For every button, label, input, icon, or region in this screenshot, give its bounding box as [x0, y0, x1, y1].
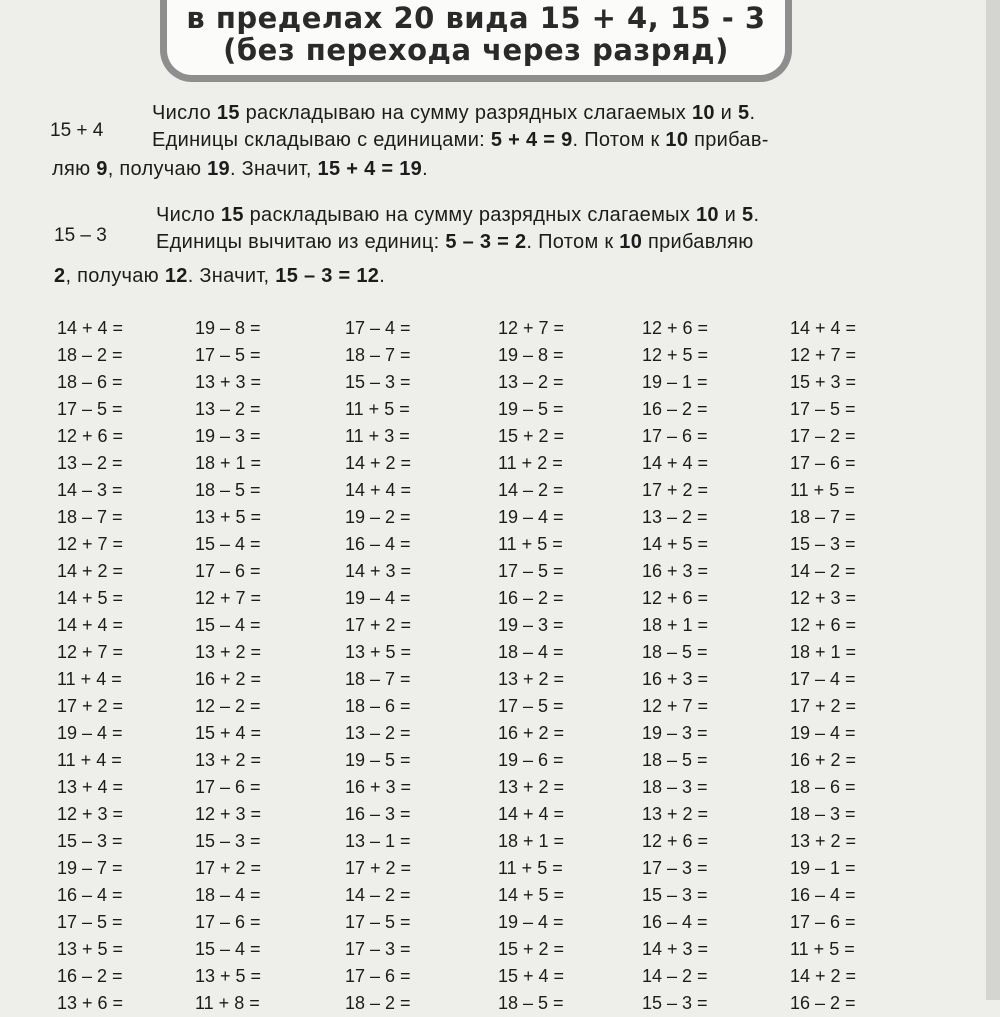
exercise: 14 + 3 = [345, 561, 412, 581]
exercise: 14 – 2 = [498, 480, 564, 500]
exercise-column-4 [498, 315, 564, 1017]
exercise: 12 + 3 = [790, 588, 857, 608]
exercise: 14 – 2 = [345, 885, 411, 905]
exercise: 18 – 6 = [57, 372, 123, 392]
exercise: 17 – 6 = [195, 561, 261, 581]
rule-sub-label: 15 – 3 [54, 225, 107, 246]
exercise: 14 + 3 = [642, 939, 709, 959]
exercise: 18 – 5 = [195, 480, 261, 500]
exercise-column-5 [642, 315, 708, 1017]
exercise: 19 – 1 = [642, 372, 708, 392]
exercise: 16 + 2 = [498, 723, 565, 743]
exercise: 12 + 6 = [642, 831, 709, 851]
exercise: 13 + 5 = [195, 966, 262, 986]
exercise: 18 – 6 = [790, 777, 856, 797]
exercise: 19 – 5 = [345, 750, 411, 770]
title-box [160, 0, 792, 82]
exercise: 17 – 5 = [790, 399, 856, 419]
exercise: 18 + 1 = [790, 642, 857, 662]
exercise: 13 + 3 = [195, 372, 262, 392]
exercise: 17 + 2 = [642, 480, 709, 500]
exercise: 12 + 7 = [642, 696, 709, 716]
exercise: 15 – 3 = [790, 534, 856, 554]
exercise: 18 – 3 = [790, 804, 856, 824]
exercise: 12 + 7 = [195, 588, 262, 608]
rule-add-line-1: Число 15 раскладываю на сумму разрядных слагаемых 10 и 5. [152, 102, 756, 124]
exercise: 18 – 3 = [642, 777, 708, 797]
exercise: 17 – 2 = [790, 426, 856, 446]
exercise: 16 + 3 = [642, 561, 709, 581]
exercise: 13 – 2 = [642, 507, 708, 527]
page-subtitle: (без перехода через разряд) [223, 33, 729, 67]
rule-sub-line-2: Единицы вычитаю из единиц: 5 – 3 = 2. Потом к 10 прибавляю [156, 231, 754, 253]
exercise: 15 + 4 = [498, 966, 565, 986]
exercise: 15 – 3 = [642, 885, 708, 905]
exercise: 19 – 4 = [345, 588, 411, 608]
exercise: 13 + 5 = [345, 642, 412, 662]
exercise: 18 – 2 = [57, 345, 123, 365]
exercise: 13 + 2 = [790, 831, 857, 851]
exercise: 13 + 6 = [57, 993, 124, 1013]
exercise: 17 – 5 = [345, 912, 411, 932]
exercise: 13 + 2 = [195, 750, 262, 770]
exercise: 17 – 3 = [345, 939, 411, 959]
exercise: 12 + 3 = [195, 804, 262, 824]
exercise: 17 – 5 = [57, 399, 123, 419]
exercise: 16 – 4 = [642, 912, 708, 932]
exercise: 11 + 5 = [790, 480, 855, 500]
exercise: 12 + 7 = [790, 345, 857, 365]
rule-add-label: 15 + 4 [50, 120, 104, 141]
exercise: 17 – 6 = [790, 912, 856, 932]
exercise: 17 + 2 = [345, 858, 412, 878]
exercise: 15 – 4 = [195, 615, 261, 635]
exercise: 13 – 2 = [345, 723, 411, 743]
exercise: 16 – 4 = [345, 534, 411, 554]
exercise: 13 + 2 = [195, 642, 262, 662]
exercise: 14 + 5 = [498, 885, 565, 905]
exercise: 14 + 4 = [57, 615, 124, 635]
exercise: 16 – 2 = [57, 966, 123, 986]
exercise: 14 + 4 = [790, 318, 857, 338]
exercise: 19 – 3 = [642, 723, 708, 743]
exercise: 12 + 6 = [790, 615, 857, 635]
exercise: 18 – 4 = [498, 642, 564, 662]
exercise: 12 + 5 = [642, 345, 709, 365]
exercise: 16 + 3 = [345, 777, 412, 797]
exercise-column-1 [57, 315, 123, 1017]
exercise: 14 + 4 = [642, 453, 709, 473]
exercise: 19 – 3 = [498, 615, 564, 635]
exercise-column-6 [790, 315, 856, 1017]
exercise: 17 – 6 = [642, 426, 708, 446]
exercise: 19 – 4 = [498, 912, 564, 932]
exercise: 17 – 5 = [195, 345, 261, 365]
exercise: 17 – 6 = [790, 453, 856, 473]
exercise: 11 + 5 = [790, 939, 855, 959]
exercise: 19 – 1 = [790, 858, 856, 878]
page-edge [986, 0, 1000, 1000]
exercise: 15 + 2 = [498, 426, 565, 446]
exercise: 14 – 3 = [57, 480, 123, 500]
exercise: 16 + 2 = [195, 669, 262, 689]
exercise: 18 – 7 = [57, 507, 123, 527]
exercise: 11 + 5 = [498, 858, 563, 878]
exercise: 12 + 7 = [57, 642, 124, 662]
exercise: 17 – 5 = [498, 561, 564, 581]
exercise: 17 – 5 = [57, 912, 123, 932]
exercise: 19 – 8 = [498, 345, 564, 365]
exercise: 11 + 2 = [498, 453, 563, 473]
exercise: 17 – 5 = [498, 696, 564, 716]
exercise: 13 – 2 = [195, 399, 261, 419]
exercise: 14 + 5 = [57, 588, 124, 608]
exercise: 17 – 6 = [195, 777, 261, 797]
exercise: 14 + 4 = [57, 318, 124, 338]
exercise: 12 – 2 = [195, 696, 261, 716]
exercise: 19 – 4 = [57, 723, 123, 743]
exercise: 18 + 1 = [195, 453, 262, 473]
exercise: 12 + 6 = [642, 588, 709, 608]
exercise: 16 + 2 = [790, 750, 857, 770]
exercise: 18 – 6 = [345, 696, 411, 716]
exercise: 17 – 6 = [195, 912, 261, 932]
exercise: 19 – 2 = [345, 507, 411, 527]
exercise: 18 – 7 = [790, 507, 856, 527]
exercise: 15 + 2 = [498, 939, 565, 959]
exercise: 16 – 4 = [790, 885, 856, 905]
page-title: в пределах 20 вида 15 + 4, 15 - 3 [186, 1, 766, 35]
exercise: 12 + 3 = [57, 804, 124, 824]
exercise: 14 + 2 = [790, 966, 857, 986]
exercise: 18 – 7 = [345, 669, 411, 689]
exercise: 13 – 1 = [345, 831, 411, 851]
exercise: 18 – 2 = [345, 993, 411, 1013]
exercise: 13 + 5 = [195, 507, 262, 527]
exercise: 14 – 2 = [642, 966, 708, 986]
exercise: 17 + 2 = [790, 696, 857, 716]
exercise: 11 + 8 = [195, 993, 260, 1013]
exercise: 15 – 4 = [195, 534, 261, 554]
exercise: 15 – 3 = [642, 993, 708, 1013]
exercise: 16 – 4 = [57, 885, 123, 905]
exercise: 19 – 8 = [195, 318, 261, 338]
exercise: 16 – 3 = [345, 804, 411, 824]
exercise: 16 + 3 = [642, 669, 709, 689]
exercise-column-2 [195, 315, 261, 1017]
exercise: 14 + 4 = [498, 804, 565, 824]
exercise: 11 + 4 = [57, 669, 122, 689]
exercise: 19 – 5 = [498, 399, 564, 419]
exercise: 16 – 2 = [642, 399, 708, 419]
exercise: 19 – 3 = [195, 426, 261, 446]
exercise: 14 – 2 = [790, 561, 856, 581]
exercise: 12 + 7 = [57, 534, 124, 554]
rule-add-line-3: ляю 9, получаю 19. Значит, 15 + 4 = 19. [52, 158, 428, 180]
exercise: 15 – 3 = [195, 831, 261, 851]
exercise: 19 – 4 = [498, 507, 564, 527]
rule-sub-line-1: Число 15 раскладываю на сумму разрядных слагаемых 10 и 5. [156, 204, 760, 226]
exercise: 14 + 4 = [345, 480, 412, 500]
exercise: 17 + 2 = [345, 615, 412, 635]
exercise: 13 – 2 = [498, 372, 564, 392]
exercise: 13 + 4 = [57, 777, 124, 797]
exercise: 12 + 6 = [642, 318, 709, 338]
rule-add-line-2: Единицы складываю с единицами: 5 + 4 = 9. Потом к 10 прибав- [152, 129, 769, 151]
exercise: 17 + 2 = [57, 696, 124, 716]
exercise: 15 – 3 = [57, 831, 123, 851]
exercise: 19 – 4 = [790, 723, 856, 743]
exercise: 15 + 4 = [195, 723, 262, 743]
exercise: 11 + 5 = [498, 534, 563, 554]
exercise: 17 – 4 = [790, 669, 856, 689]
exercise: 13 – 2 = [57, 453, 123, 473]
exercise: 14 + 5 = [642, 534, 709, 554]
exercise: 15 – 4 = [195, 939, 261, 959]
exercise: 18 + 1 = [642, 615, 709, 635]
exercise: 18 – 7 = [345, 345, 411, 365]
exercise: 12 + 6 = [57, 426, 124, 446]
exercise: 17 – 6 = [345, 966, 411, 986]
exercise: 17 – 3 = [642, 858, 708, 878]
exercise: 18 – 5 = [642, 642, 708, 662]
exercise: 19 – 6 = [498, 750, 564, 770]
exercise: 14 + 2 = [57, 561, 124, 581]
exercise: 15 + 3 = [790, 372, 857, 392]
exercise: 12 + 7 = [498, 318, 565, 338]
exercise: 18 – 4 = [195, 885, 261, 905]
exercise: 19 – 7 = [57, 858, 123, 878]
exercise: 11 + 4 = [57, 750, 122, 770]
exercise: 11 + 3 = [345, 426, 410, 446]
exercise: 13 + 2 = [498, 669, 565, 689]
exercise: 13 + 5 = [57, 939, 124, 959]
exercise: 15 – 3 = [345, 372, 411, 392]
exercise: 17 – 4 = [345, 318, 411, 338]
exercise: 11 + 5 = [345, 399, 410, 419]
exercise: 14 + 2 = [345, 453, 412, 473]
exercise: 16 – 2 = [498, 588, 564, 608]
exercise: 18 – 5 = [642, 750, 708, 770]
exercise: 13 + 2 = [642, 804, 709, 824]
exercise: 18 + 1 = [498, 831, 565, 851]
exercise: 18 – 5 = [498, 993, 564, 1013]
exercise: 16 – 2 = [790, 993, 856, 1013]
exercise-column-3 [345, 315, 411, 1017]
rule-sub-line-3: 2, получаю 12. Значит, 15 – 3 = 12. [54, 265, 386, 287]
exercise: 13 + 2 = [498, 777, 565, 797]
exercise: 17 + 2 = [195, 858, 262, 878]
